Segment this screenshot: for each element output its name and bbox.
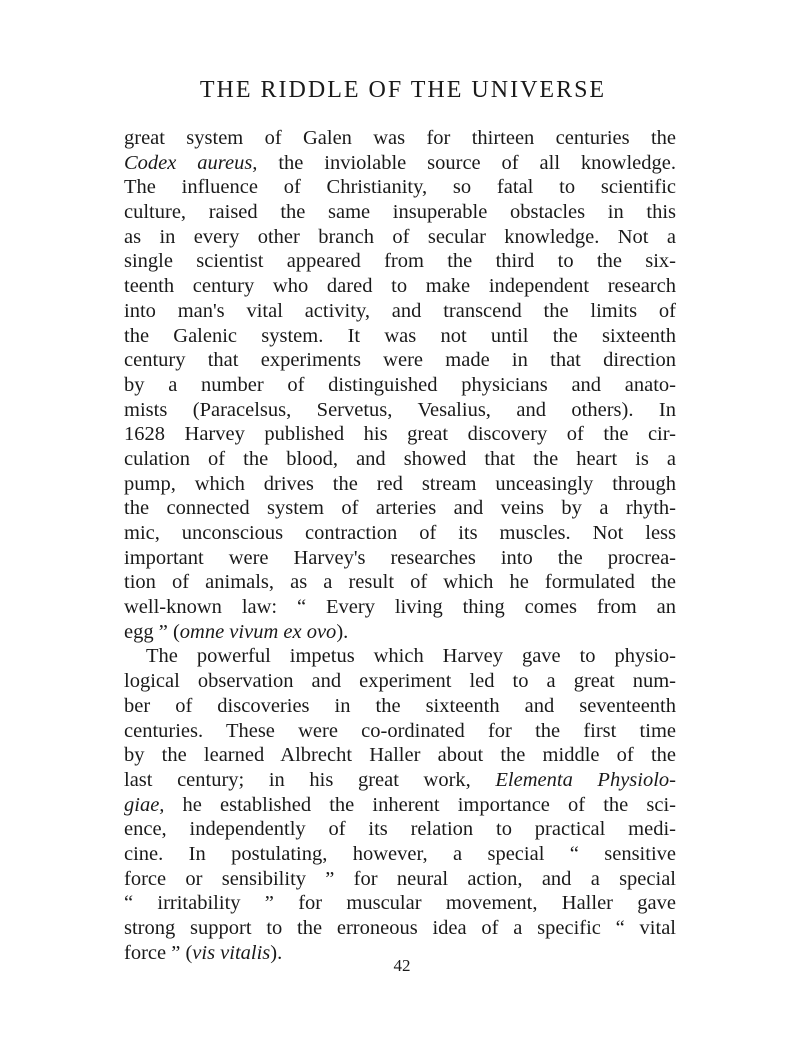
text-line: Codex aureus, the inviolable source of all knowledge. (124, 151, 676, 174)
body-text (124, 126, 676, 965)
text-line: the connected system of arteries and veins by a rhyth- (124, 497, 676, 520)
text-line: The powerful impetus which Harvey gave to physio- (146, 645, 676, 668)
italic-phrase: omne vivum ex ovo (179, 620, 337, 643)
text-line: force ” (vis vitalis). (124, 941, 283, 964)
paragraph-1 (124, 126, 676, 644)
text-line: egg ” (omne vivum ex ovo). (124, 620, 349, 643)
italic-phrase: giae, (124, 793, 165, 816)
text-line: single scientist appeared from the third to the six- (124, 250, 676, 273)
text-line: ence, independently of its relation to practical medi- (124, 818, 676, 841)
text-line: the Galenic system. It was not until the sixteenth (124, 324, 676, 347)
text-line: centuries. These were co-ordinated for the first time (124, 719, 676, 742)
text-line: ber of discoveries in the sixteenth and seventeenth (124, 694, 676, 717)
italic-phrase: vis vitalis (192, 941, 271, 964)
text-line: 1628 Harvey published his great discovery of the cir- (124, 423, 676, 446)
text-line: The influence of Christianity, so fatal to scientific (124, 176, 676, 199)
text-line: force or sensibility ” for neural action, and a special (124, 867, 676, 890)
text-line: well-known law: “ Every living thing comes from an (124, 596, 676, 619)
italic-phrase: Codex aureus, (124, 151, 258, 174)
text-line: into man's vital activity, and transcend the limits of (124, 299, 676, 322)
text-line: century that experiments were made in that direction (124, 349, 676, 372)
text-line: strong support to the erroneous idea of a specific “ vital (124, 917, 676, 939)
italic-phrase: Elementa Physiolo- (495, 768, 677, 791)
text-line: by a number of distinguished physicians and anato- (124, 373, 676, 396)
text-line: cine. In postulating, however, a special “ sensitive (124, 842, 676, 865)
text-line: by the learned Albrecht Haller about the middle of the (124, 744, 676, 767)
text-line: logical observation and experiment led to a great num- (124, 670, 676, 693)
text-line: culture, raised the same insuperable obstacles in this (124, 201, 676, 224)
text-line: culation of the blood, and showed that the heart is a (124, 447, 676, 470)
page-number: 42 (393, 956, 411, 975)
text-line: pump, which drives the red stream unceasingly through (124, 472, 676, 495)
text-line: teenth century who dared to make independent research (124, 275, 676, 298)
text-line: giae, he established the inherent importance of the sci- (124, 793, 676, 816)
text-line: mists (Paracelsus, Servetus, Vesalius, and others). In (124, 398, 676, 421)
text-line: last century; in his great work, Elementa Physiolo- (124, 768, 677, 791)
text-line: mic, unconscious contraction of its muscles. Not less (124, 522, 676, 544)
text-line: great system of Galen was for thirteen centuries the (124, 127, 676, 149)
text-line: tion of animals, as a result of which he formulated the (124, 571, 676, 594)
text-line: important were Harvey's researches into the procrea- (124, 546, 676, 569)
running-head: THE RIDDLE OF THE UNIVERSE (199, 77, 607, 103)
text-line: “ irritability ” for muscular movement, Haller gave (124, 892, 676, 915)
text-line: as in every other branch of secular knowledge. Not a (124, 225, 676, 248)
paragraph-2 (124, 644, 676, 965)
